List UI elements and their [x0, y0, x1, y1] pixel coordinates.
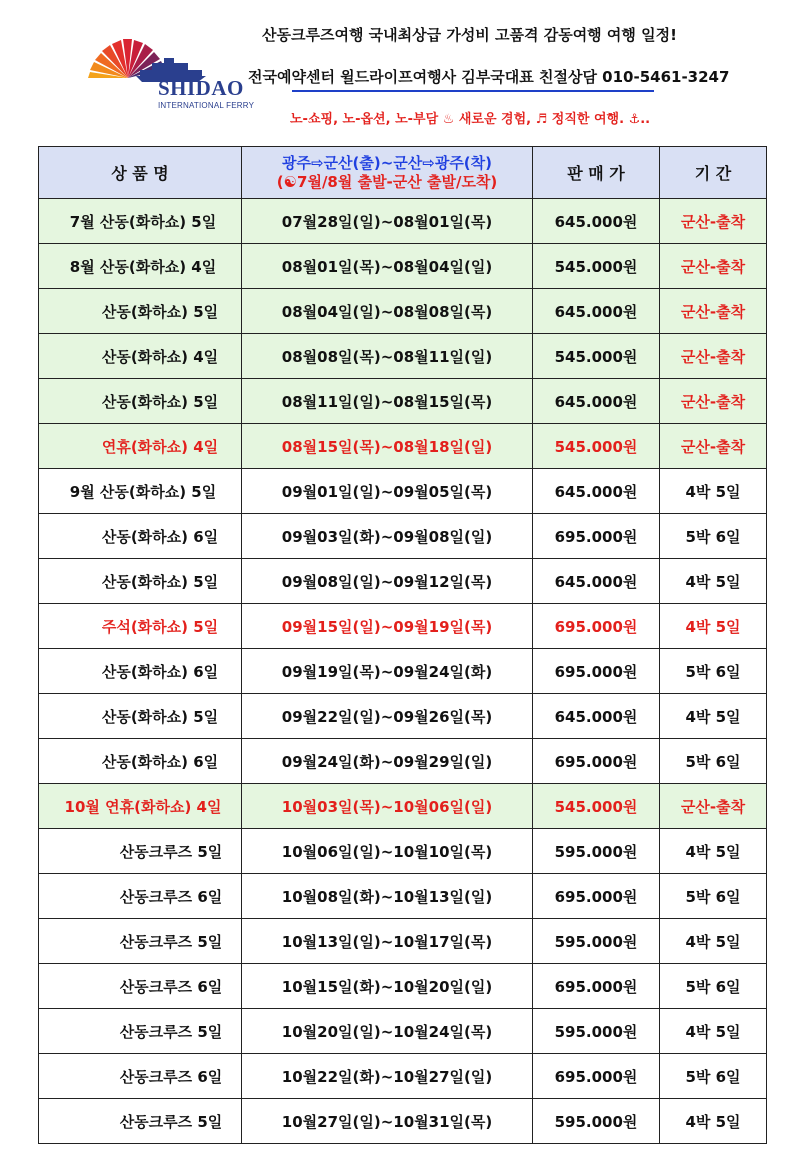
cell-period: 4박 5일: [660, 919, 767, 964]
cell-product-label: 산동크루즈 6일: [119, 887, 223, 906]
cell-product-label: 산동(화하쇼) 5일: [101, 392, 219, 411]
cell-period: 4박 5일: [660, 559, 767, 604]
cell-period: 5박 6일: [660, 514, 767, 559]
table-row: [39, 289, 767, 334]
cell-product-name: [39, 244, 242, 289]
table-row: [39, 874, 767, 919]
cell-product-name: [39, 289, 242, 334]
header-product-name: 상 품 명: [39, 147, 242, 199]
cell-product-label: 산동(화하쇼) 5일: [99, 212, 217, 231]
cell-product-label: 연휴(화하쇼) 4일: [105, 797, 222, 816]
cell-product-label: 산동크루즈 6일: [119, 1067, 223, 1086]
table-row: [39, 694, 767, 739]
table-row: [39, 649, 767, 694]
header-period: 기 간: [660, 147, 767, 199]
cell-product-name: [39, 784, 242, 829]
cell-period: 5박 6일: [660, 739, 767, 784]
cell-travel-dates: 08월08일(목)~08월11일(일): [242, 334, 533, 379]
cell-price: 645.000원: [533, 199, 660, 244]
cell-price: 645.000원: [533, 289, 660, 334]
cell-travel-dates: 10월15일(화)~10월20일(일): [242, 964, 533, 1009]
cell-travel-dates: 07월28일(일)~08월01일(목): [242, 199, 533, 244]
cell-period: 4박 5일: [660, 604, 767, 649]
table-row: [39, 964, 767, 1009]
header-route-bottom: (☯7월/8월 출발-군산 출발/도착): [276, 172, 498, 191]
cell-product-label: 산동크루즈 6일: [119, 977, 223, 996]
cell-price: 545.000원: [533, 784, 660, 829]
cell-period: 군산-출착: [660, 334, 767, 379]
cell-travel-dates: 10월08일(화)~10월13일(일): [242, 874, 533, 919]
table-row: [39, 334, 767, 379]
table-row: [39, 919, 767, 964]
table-row: [39, 829, 767, 874]
table-row: [39, 1099, 767, 1144]
cell-travel-dates: 09월24일(화)~09월29일(일): [242, 739, 533, 784]
cell-travel-dates: 10월13일(일)~10월17일(목): [242, 919, 533, 964]
cell-product-name: [39, 649, 242, 694]
cell-price: 645.000원: [533, 694, 660, 739]
cell-travel-dates: 10월06일(일)~10월10일(목): [242, 829, 533, 874]
table-row: [39, 1009, 767, 1054]
cell-travel-dates: 10월20일(일)~10월24일(목): [242, 1009, 533, 1054]
header-price: 판 매 가: [533, 147, 660, 199]
table-row: [39, 379, 767, 424]
cell-price: 545.000원: [533, 334, 660, 379]
tagline: 노-쇼핑, 노-옵션, 노-부담 ♨ 새로운 경험, ♬ 정직한 여행. ⚓..: [290, 112, 651, 127]
cell-price: 595.000원: [533, 829, 660, 874]
logo-subtitle: INTERNATIONAL FERRY: [158, 101, 255, 110]
cell-travel-dates: 09월08일(일)~09월12일(목): [242, 559, 533, 604]
cell-price: 695.000원: [533, 874, 660, 919]
table-row: [39, 559, 767, 604]
headline: 산동크루즈여행 국내최상급 가성비 고품격 감동여행 여행 일정!: [262, 26, 677, 44]
cell-month-prefix: 10월: [64, 797, 106, 816]
cell-product-name: [39, 829, 242, 874]
shidao-ferry-logo: [80, 30, 255, 120]
cell-period: 군산-출착: [660, 289, 767, 334]
cell-price: 645.000원: [533, 379, 660, 424]
cell-product-label: 산동(화하쇼) 6일: [101, 752, 219, 771]
table-row: [39, 244, 767, 289]
cell-product-name: [39, 559, 242, 604]
cell-period: 군산-출착: [660, 379, 767, 424]
cell-product-label: 주석(화하쇼) 5일: [101, 617, 219, 636]
cell-price: 695.000원: [533, 649, 660, 694]
cell-product-label: 산동(화하쇼) 4일: [99, 257, 217, 276]
cell-period: 군산-출착: [660, 784, 767, 829]
cell-product-name: [39, 739, 242, 784]
cell-product-name: [39, 199, 242, 244]
cell-travel-dates: 09월01일(일)~09월05일(목): [242, 469, 533, 514]
cell-period: 5박 6일: [660, 1054, 767, 1099]
cell-product-name: [39, 604, 242, 649]
cell-price: 595.000원: [533, 919, 660, 964]
cell-product-label: 산동크루즈 5일: [119, 1022, 223, 1041]
cell-product-name: [39, 469, 242, 514]
table-row: [39, 514, 767, 559]
cell-product-name: [39, 964, 242, 1009]
cell-product-label: 산동(화하쇼) 6일: [101, 662, 219, 681]
cell-travel-dates: 08월15일(목)~08월18일(일): [242, 424, 533, 469]
cell-travel-dates: 10월22일(화)~10월27일(일): [242, 1054, 533, 1099]
header-route-top: 광주⇨군산(출)~군산⇨광주(착): [281, 153, 493, 172]
cell-period: 4박 5일: [660, 469, 767, 514]
logo-text: SHIDAO: [158, 76, 244, 100]
cell-product-label: 산동(화하쇼) 6일: [101, 527, 219, 546]
cell-product-label: 산동크루즈 5일: [119, 1112, 223, 1131]
cell-travel-dates: 09월15일(일)~09월19일(목): [242, 604, 533, 649]
cell-product-name: [39, 694, 242, 739]
cell-product-name: [39, 874, 242, 919]
cell-price: 595.000원: [533, 1009, 660, 1054]
cell-period: 군산-출착: [660, 244, 767, 289]
cell-period: 5박 6일: [660, 964, 767, 1009]
header-route: [242, 147, 533, 199]
cell-price: 545.000원: [533, 244, 660, 289]
table-header-row: [39, 147, 767, 199]
cell-product-label: 산동크루즈 5일: [119, 842, 223, 861]
cell-price: 545.000원: [533, 424, 660, 469]
cell-product-name: [39, 514, 242, 559]
cell-travel-dates: 08월04일(일)~08월08일(목): [242, 289, 533, 334]
cell-product-label: 산동(화하쇼) 5일: [101, 302, 219, 321]
table-row: [39, 199, 767, 244]
cell-period: 4박 5일: [660, 1009, 767, 1054]
cell-travel-dates: 10월27일(일)~10월31일(목): [242, 1099, 533, 1144]
cell-price: 695.000원: [533, 604, 660, 649]
cell-product-name: [39, 1009, 242, 1054]
contact-line: 전국예약센터 윌드라이프여행사 김부국대표 친절상담 010-5461-3247: [248, 68, 730, 86]
cell-period: 4박 5일: [660, 1099, 767, 1144]
page-header: [0, 0, 800, 140]
table-row: [39, 469, 767, 514]
cell-price: 695.000원: [533, 1054, 660, 1099]
cell-price: 695.000원: [533, 964, 660, 1009]
cell-price: 595.000원: [533, 1099, 660, 1144]
cell-period: 5박 6일: [660, 649, 767, 694]
cell-period: 군산-출착: [660, 199, 767, 244]
cell-product-name: [39, 919, 242, 964]
cell-travel-dates: 08월01일(목)~08월04일(일): [242, 244, 533, 289]
cell-product-name: [39, 379, 242, 424]
cell-product-label: 산동(화하쇼) 4일: [101, 347, 219, 366]
cell-period: 4박 5일: [660, 829, 767, 874]
table-row: [39, 424, 767, 469]
cell-product-name: [39, 1099, 242, 1144]
cell-product-label: 산동(화하쇼) 5일: [101, 707, 219, 726]
cell-price: 645.000원: [533, 469, 660, 514]
tour-schedule-table: [38, 146, 767, 1144]
cell-period: 군산-출착: [660, 424, 767, 469]
cell-travel-dates: 09월22일(일)~09월26일(목): [242, 694, 533, 739]
cell-product-label: 산동(화하쇼) 5일: [99, 482, 217, 501]
table-row: [39, 604, 767, 649]
cell-travel-dates: 09월19일(목)~09월24일(화): [242, 649, 533, 694]
cell-travel-dates: 09월03일(화)~09월08일(일): [242, 514, 533, 559]
cell-travel-dates: 08월11일(일)~08월15일(목): [242, 379, 533, 424]
cell-product-label: 산동크루즈 5일: [119, 932, 223, 951]
cell-month-prefix: 8월: [69, 257, 100, 276]
table-row: [39, 784, 767, 829]
cell-price: 695.000원: [533, 514, 660, 559]
cell-price: 645.000원: [533, 559, 660, 604]
cell-month-prefix: 7월: [69, 212, 100, 231]
cell-month-prefix: 9월: [69, 482, 100, 501]
cell-price: 695.000원: [533, 739, 660, 784]
cell-product-name: [39, 1054, 242, 1099]
cell-period: 5박 6일: [660, 874, 767, 919]
cell-period: 4박 5일: [660, 694, 767, 739]
cell-product-name: [39, 334, 242, 379]
cell-product-name: [39, 424, 242, 469]
cell-product-label: 산동(화하쇼) 5일: [101, 572, 219, 591]
table-row: [39, 739, 767, 784]
table-row: [39, 1054, 767, 1099]
cell-travel-dates: 10월03일(목)~10월06일(일): [242, 784, 533, 829]
contact-underline: [292, 90, 654, 92]
cell-product-label: 연휴(화하쇼) 4일: [101, 437, 219, 456]
